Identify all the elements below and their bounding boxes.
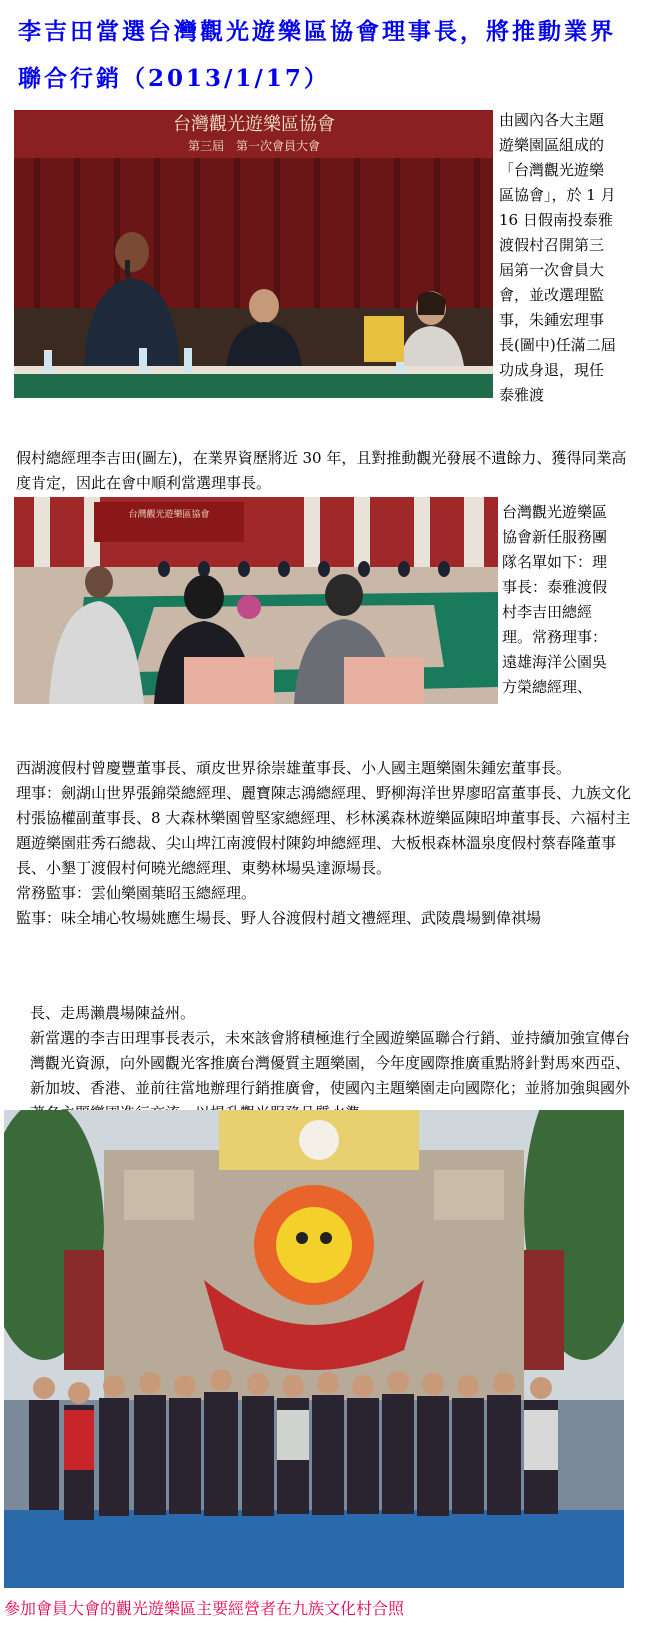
banner-text-2: 第三屆 第一次會員大會 — [187, 139, 321, 153]
team-list-para-1: 西湖渡假村曾慶豐董事長、頑皮世界徐崇雄董事長、小人國主題樂園朱鍾宏董事長。 — [16, 759, 572, 777]
team-list-para-3: 常務監事：雲仙樂園葉昭玉總經理。 — [16, 884, 257, 902]
conference-room-photo — [14, 497, 498, 704]
page-title: 李吉田當選台灣觀光遊樂區協會理事長，將推動業界聯合行銷（2013/1/17） — [18, 18, 616, 92]
team-list — [16, 756, 636, 931]
statement-para-2: 新當選的李吉田理事長表示，未來該會將積極進行全國遊樂區聯合行銷、並持續加強宣傳台灣觀光資源，向外國觀光客推廣台灣優質主題樂園，今年度國際推廣重點將針對馬來西亞、新加坡、香港、並前往當地辦理行銷推廣會，使國內主題樂園走向國際化；並將加強與國外 — [30, 1029, 631, 1097]
meeting-photo — [14, 110, 493, 398]
intro-side-text: 由國內各大主題遊樂園區組成的「台灣觀光遊樂區協會」，於 1 月 16 日假南投泰雅渡假村召開第三屆第一次會員大會，並改選理監事，朱鍾宏理事長(圖中)任滿二屆功成身退，現任泰雅渡 — [499, 111, 616, 404]
statement-line-1: 長、走馬瀨農場陳益州。 — [30, 1004, 196, 1022]
team-side-text: 台灣觀光遊樂區協會新任服務團隊名單如下：理事長：泰雅渡假村李吉田總經理。常務理事：遠雄海洋公園吳方榮總經理、 — [502, 503, 608, 696]
team-list-para-4: 監事：味全埔心牧場姚應生場長、野人谷渡假村趙文禮經理、武陵農場劉偉祺場 — [16, 909, 542, 927]
room-banner-text: 台灣觀光遊樂區協會 — [128, 510, 210, 520]
intro-continued-text: 假村總經理李吉田(圖左)，在業界資歷將近 30 年，且對推動觀光發展不遺餘力、獲得同業高度肯定，因此在會中順利當選理事長。 — [16, 449, 627, 492]
banner-text-1: 台灣觀光遊樂區協會 — [173, 114, 335, 135]
team-list-para-2: 理事：劍湖山世界張錦榮總經理、麗寶陳志鴻總經理、野柳海洋世界廖昭富董事長、九族文化村張協權副董事長、8 大森林樂園曾堅家總經理、杉林溪森林遊樂區陳昭坤董事長、六福村主題遊樂園莊秀石總裁、尖山埤江南渡假村陳鈞坤總經理、大板根森林溫泉度假村蔡春隆董事長、小墾丁渡假村何曉光總經理、東勢林場吳達源場長。 — [16, 784, 632, 877]
group-photo-caption: 參加會員大會的觀光遊樂區主要經營者在九族文化村合照 — [4, 1599, 405, 1618]
chairman-statement — [30, 1001, 636, 1126]
group-photo — [4, 1110, 624, 1588]
